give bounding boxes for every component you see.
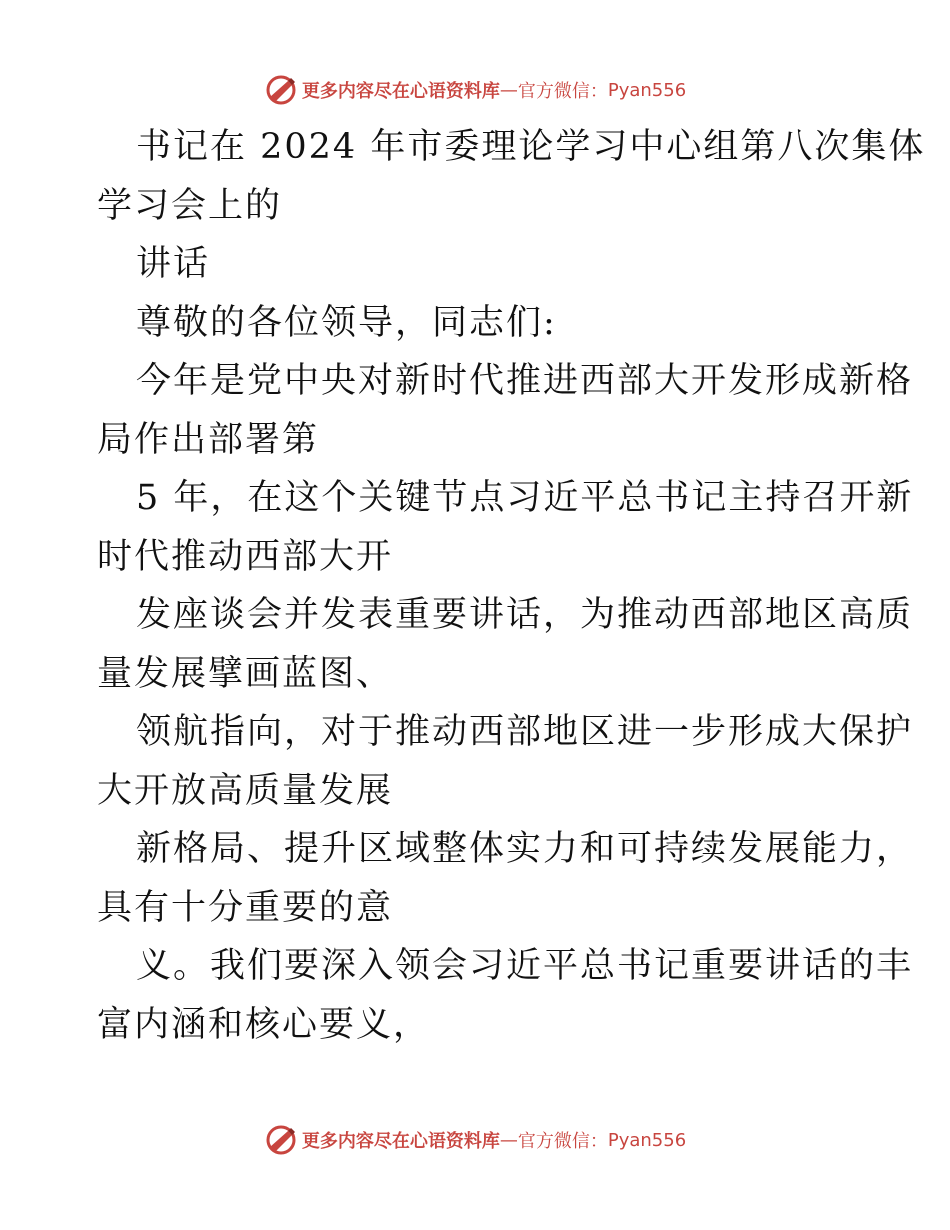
body-line: 学习会上的 [97, 185, 283, 226]
body-line: 大开放高质量发展 [97, 770, 394, 811]
banner-contact-label: 官方微信： [517, 1131, 608, 1152]
header-banner [0, 70, 950, 110]
body-line: 具有十分重要的意 [97, 887, 394, 928]
body-line: 时代推动西部大开 [97, 536, 394, 577]
body-line: 领航指向，对于推动西部地区进一步形成大保护 [136, 712, 914, 752]
banner-separator: — [499, 1129, 518, 1151]
banner-main-text: 更多内容尽在心语资料库 [301, 81, 500, 102]
body-line: 讲话 [136, 244, 211, 284]
body-line: 量发展擘画蓝图、 [97, 653, 394, 694]
banner-contact-label: 官方微信： [517, 81, 608, 102]
pen-seal-icon [264, 1123, 298, 1157]
body-line: 富内涵和核心要义， [97, 1004, 431, 1045]
body-line: 5 年，在这个关键节点习近平总书记主持召开新 [136, 478, 914, 518]
body-line: 新格局、提升区域整体实力和可持续发展能力， [136, 829, 914, 869]
banner-wechat-handle: Pyan556 [607, 1129, 687, 1151]
pen-seal-icon [264, 73, 298, 107]
body-line: 今年是党中央对新时代推进西部大开发形成新格 [136, 361, 914, 401]
body-line: 书记在 2024 年市委理论学习中心组第八次集体 [136, 127, 926, 167]
body-line: 尊敬的各位领导，同志们: [136, 302, 557, 343]
body-line: 义。我们要深入领会习近平总书记重要讲话的丰 [136, 946, 914, 986]
banner-wechat-handle: Pyan556 [607, 79, 687, 101]
body-line: 发座谈会并发表重要讲话，为推动西部地区高质 [136, 595, 914, 635]
banner-main-text: 更多内容尽在心语资料库 [301, 1131, 500, 1152]
body-line: 局作出部署第 [97, 419, 320, 460]
document-body [97, 118, 926, 1054]
banner-separator: — [499, 79, 518, 101]
footer-banner [0, 1120, 950, 1160]
